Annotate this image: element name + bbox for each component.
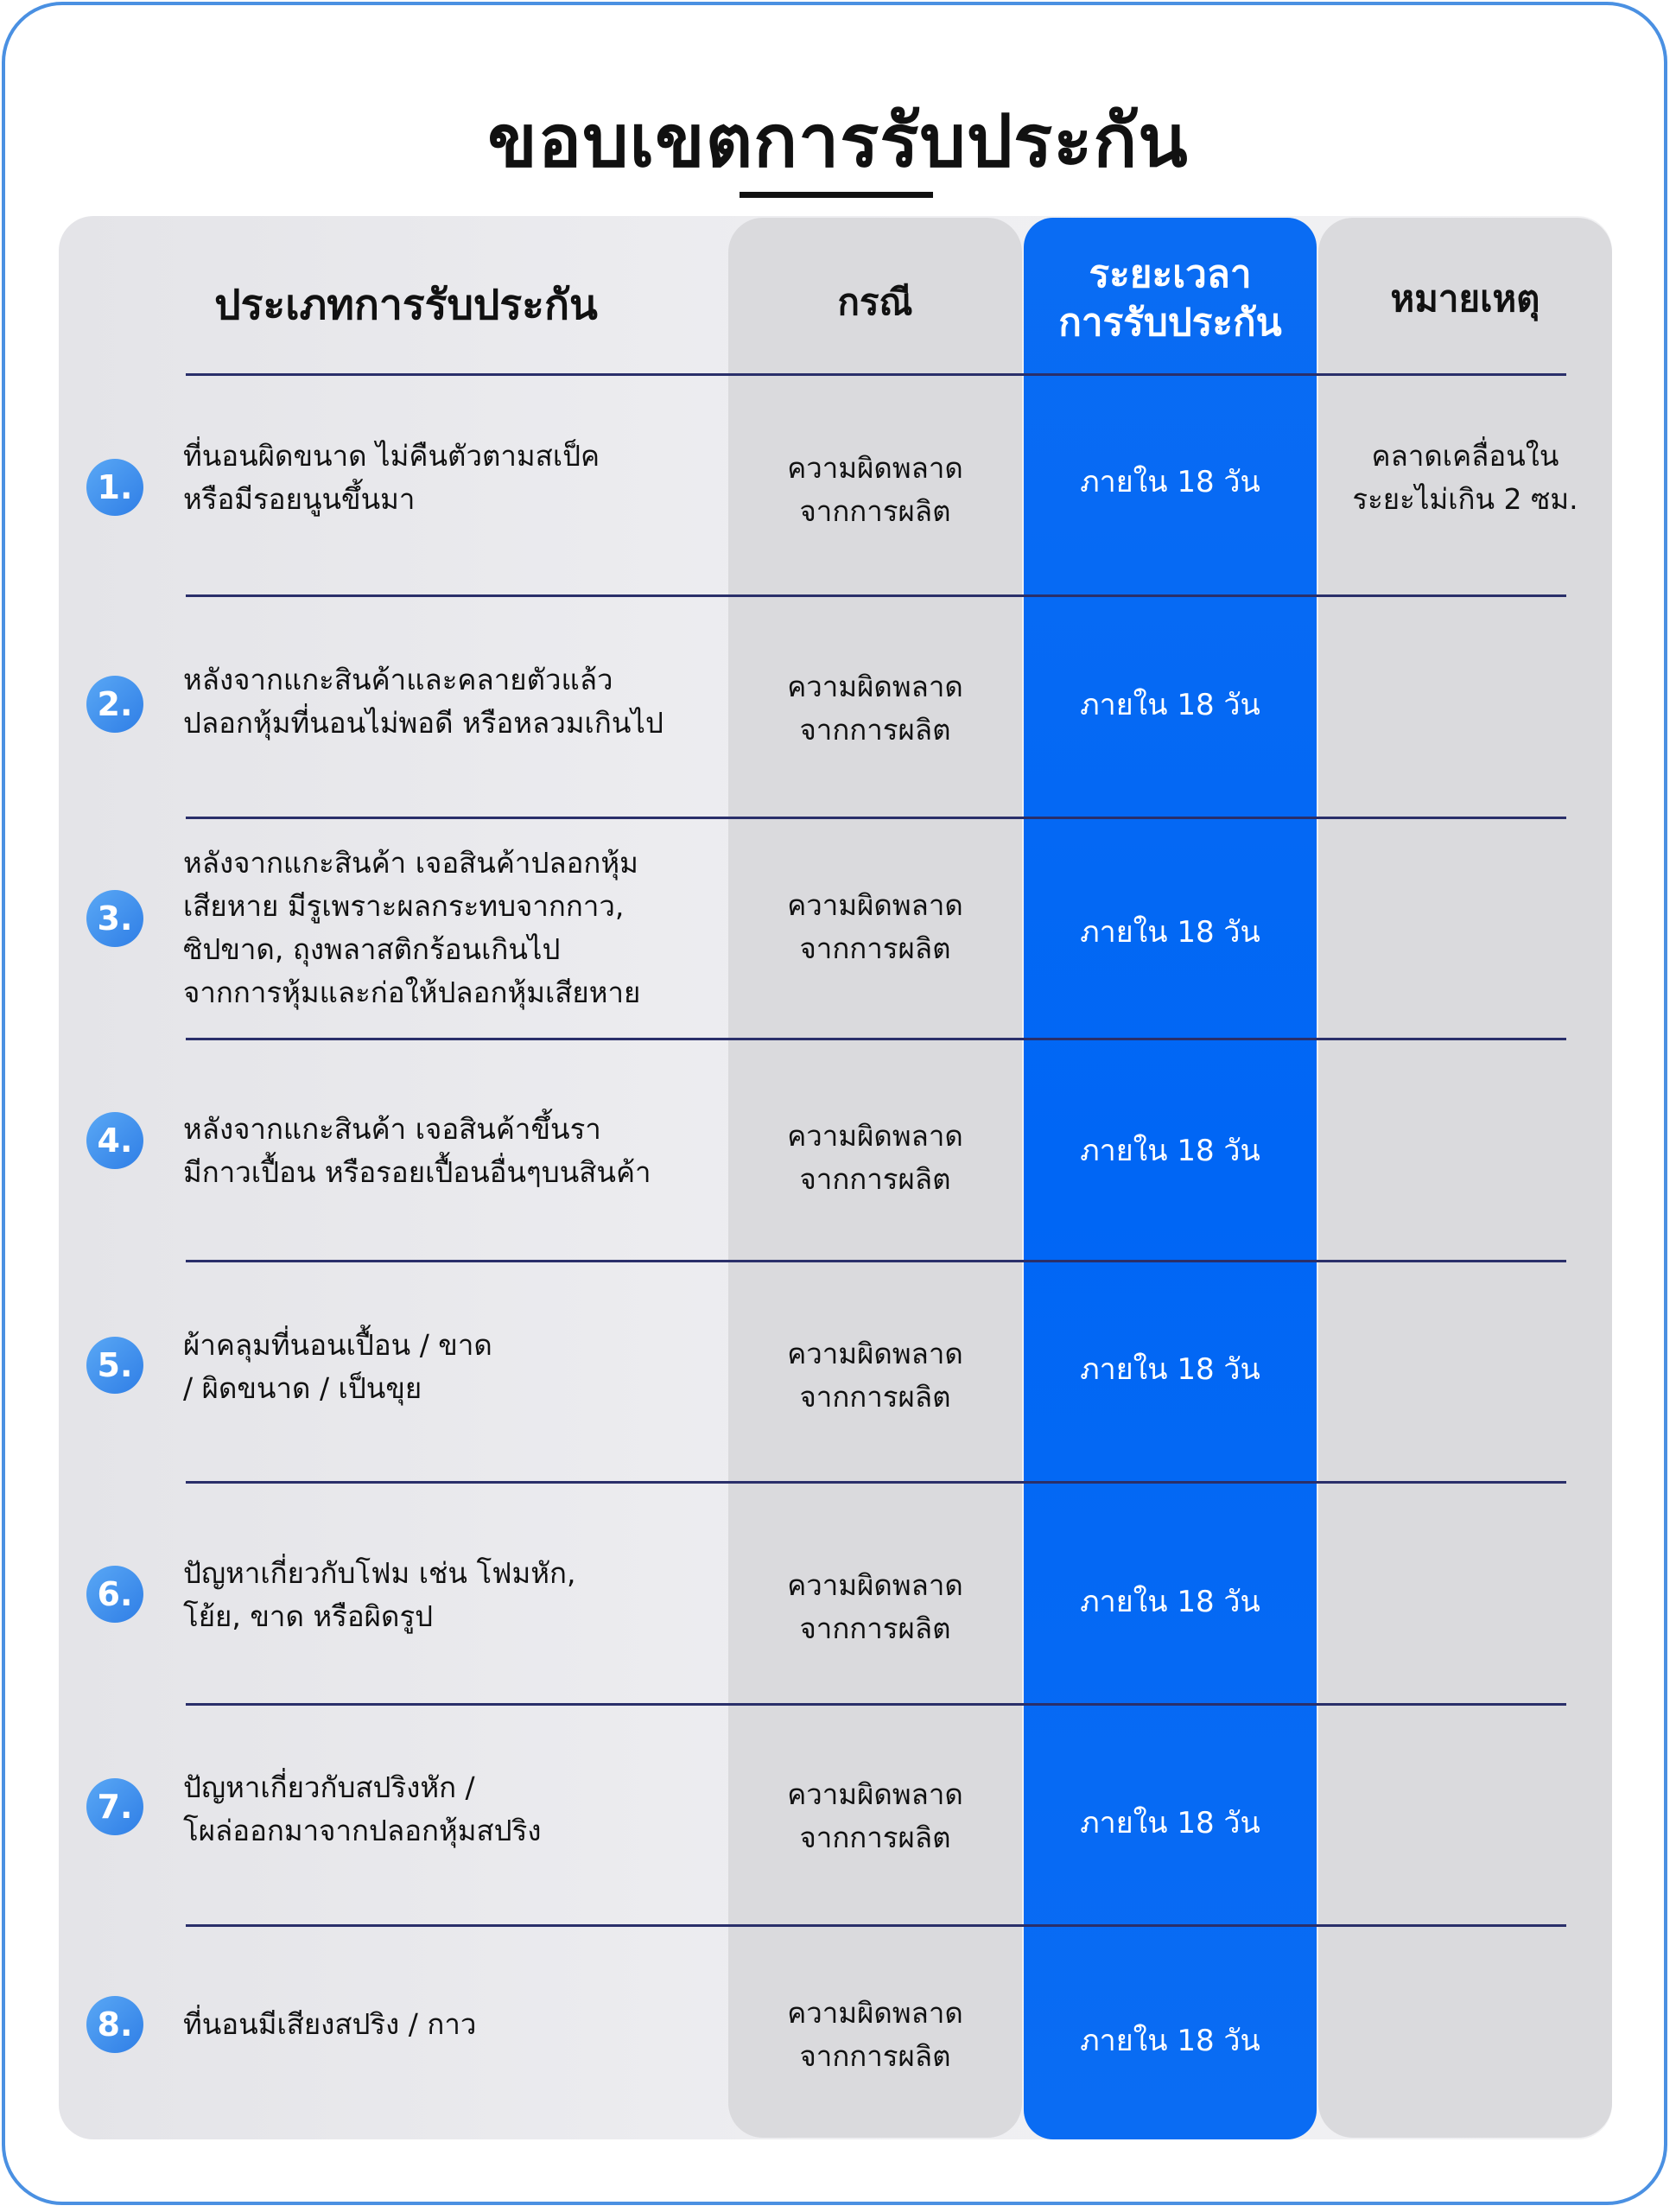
- description-line: หลังจากแกะสินค้า เจอสินค้าขึ้นรา: [183, 1112, 601, 1146]
- row-number-badge: 2.: [86, 676, 143, 733]
- case-line: จากการผลิต: [799, 494, 951, 528]
- row-note: [1318, 435, 1612, 521]
- row-period: ภายใน 18 วัน: [1080, 465, 1260, 499]
- case-line: จากการผลิต: [799, 1611, 951, 1645]
- description-line: ซิปขาด, ถุงพลาสติกร้อนเกินไป: [183, 932, 561, 966]
- case-line: ความผิดพลาด: [787, 1777, 963, 1811]
- row-divider: [186, 1260, 1566, 1262]
- row-description: [183, 842, 719, 1014]
- row-divider: [186, 1481, 1566, 1484]
- row-number-badge: 8.: [86, 1996, 143, 2053]
- case-line: จากการผลิต: [799, 1821, 951, 1854]
- description-line: มีกาวเปื้อน หรือรอยเปื้อนอื่นๆบนสินค้า: [183, 1155, 651, 1189]
- description-line: เสียหาย มีรูเพราะผลกระทบจากกาว,: [183, 889, 625, 923]
- header-note: หมายเหตุ: [1390, 277, 1540, 320]
- row-period: ภายใน 18 วัน: [1080, 1806, 1260, 1840]
- note-line: คลาดเคลื่อนใน: [1371, 439, 1559, 473]
- case-line: ความผิดพลาด: [787, 1568, 963, 1602]
- row-divider: [186, 817, 1566, 819]
- page-title: ขอบเขตการรับประกัน: [487, 99, 1189, 183]
- description-line: ที่นอนมีเสียงสปริง / กาว: [183, 2007, 477, 2041]
- description-line: ปลอกหุ้มที่นอนไม่พอดี หรือหลวมเกินไป: [183, 706, 663, 740]
- case-line: ความผิดพลาด: [787, 888, 963, 922]
- row-case: [728, 1564, 1022, 1650]
- row-divider: [186, 1924, 1566, 1927]
- period-column: [1024, 218, 1317, 2139]
- row-divider: [186, 1703, 1566, 1706]
- description-line: ที่นอนผิดขนาด ไม่คืนตัวตามสเป็ค: [183, 439, 600, 473]
- description-line: โผล่ออกมาจากปลอกหุ้มสปริง: [183, 1814, 542, 1847]
- case-line: จากการผลิต: [799, 1162, 951, 1196]
- row-description: [183, 1552, 719, 1638]
- case-line: จากการผลิต: [799, 2039, 951, 2073]
- row-description: [183, 2003, 719, 2046]
- row-period: ภายใน 18 วัน: [1080, 1585, 1260, 1619]
- row-case: [728, 665, 1022, 752]
- description-line: ปัญหาเกี่ยวกับสปริงหัก /: [183, 1770, 475, 1804]
- header-period-line1: ระยะเวลา: [1089, 252, 1252, 296]
- description-line: ปัญหาเกี่ยวกับโฟม เช่น โฟมหัก,: [183, 1556, 576, 1590]
- row-divider: [186, 594, 1566, 597]
- row-period: ภายใน 18 วัน: [1080, 688, 1260, 722]
- description-line: จากการหุ้มและก่อให้ปลอกหุ้มเสียหาย: [183, 976, 641, 1009]
- row-case: [728, 1773, 1022, 1859]
- row-number-badge: 5.: [86, 1337, 143, 1394]
- row-period: ภายใน 18 วัน: [1080, 1134, 1260, 1168]
- header-period-line2: การรับประกัน: [1058, 301, 1282, 345]
- case-line: จากการผลิต: [799, 1380, 951, 1414]
- case-line: จากการผลิต: [799, 931, 951, 965]
- row-case: [728, 1115, 1022, 1201]
- row-description: [183, 1324, 719, 1410]
- row-case: [728, 1332, 1022, 1419]
- row-number-badge: 4.: [86, 1112, 143, 1169]
- row-case: [728, 884, 1022, 970]
- header-case: กรณี: [837, 281, 913, 323]
- row-description: [183, 435, 719, 521]
- description-line: หลังจากแกะสินค้า เจอสินค้าปลอกหุ้ม: [183, 846, 638, 880]
- row-period: ภายใน 18 วัน: [1080, 2024, 1260, 2058]
- description-line: หลังจากแกะสินค้าและคลายตัวแล้ว: [183, 663, 613, 696]
- row-divider: [186, 373, 1566, 376]
- case-line: ความผิดพลาด: [787, 451, 963, 485]
- case-line: ความผิดพลาด: [787, 1996, 963, 2030]
- case-line: ความผิดพลาด: [787, 1337, 963, 1370]
- row-number-badge: 7.: [86, 1778, 143, 1835]
- row-period: ภายใน 18 วัน: [1080, 1352, 1260, 1387]
- row-case: [728, 1992, 1022, 2078]
- description-line: / ผิดขนาด / เป็นขุย: [183, 1371, 422, 1405]
- row-divider: [186, 1038, 1566, 1040]
- row-description: [183, 1766, 719, 1853]
- case-line: จากการผลิต: [799, 713, 951, 747]
- header-period: [1024, 251, 1317, 347]
- header-warranty-type: ประเภทการรับประกัน: [214, 281, 598, 329]
- row-number-badge: 6.: [86, 1566, 143, 1623]
- case-line: ความผิดพลาด: [787, 1119, 963, 1153]
- row-period: ภายใน 18 วัน: [1080, 915, 1260, 950]
- row-case: [728, 447, 1022, 533]
- description-line: โย้ย, ขาด หรือผิดรูป: [183, 1599, 434, 1633]
- case-line: ความผิดพลาด: [787, 670, 963, 703]
- row-number-badge: 1.: [86, 459, 143, 516]
- note-line: ระยะไม่เกิน 2 ซม.: [1352, 482, 1578, 516]
- row-description: [183, 658, 719, 745]
- title-underline: [740, 192, 933, 198]
- row-number-badge: 3.: [86, 890, 143, 947]
- description-line: ผ้าคลุมที่นอนเปื้อน / ขาด: [183, 1328, 492, 1362]
- description-line: หรือมีรอยนูนขึ้นมา: [183, 482, 416, 516]
- row-description: [183, 1108, 719, 1194]
